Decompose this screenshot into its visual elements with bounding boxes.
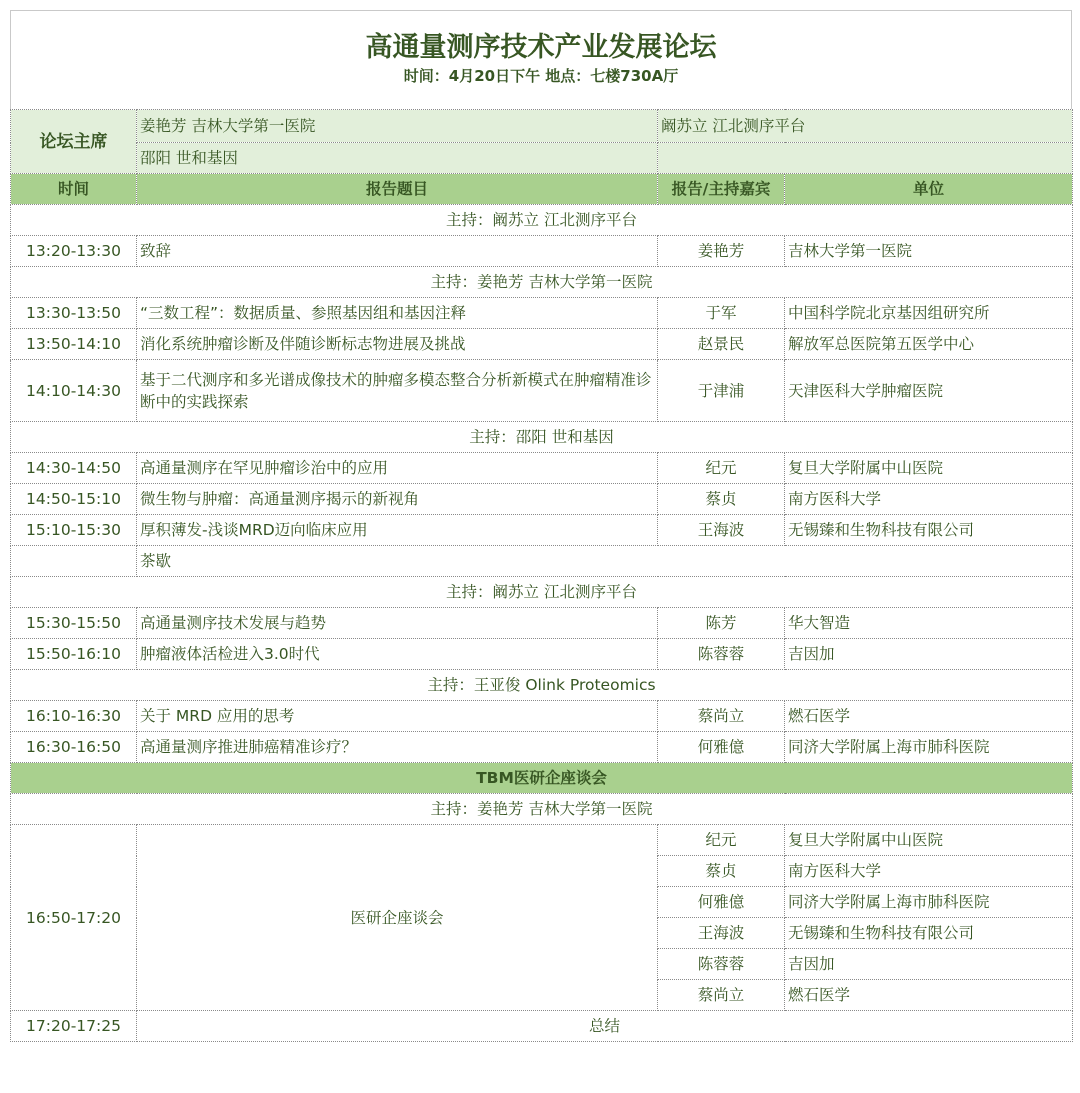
chair-cell-empty (658, 143, 1073, 174)
talk-row (11, 329, 1073, 360)
talk-time (11, 546, 137, 577)
agenda-table (10, 109, 1073, 1042)
talk-time: 13:50-14:10 (11, 329, 137, 360)
section-title: TBM医研企座谈会 (11, 763, 1073, 794)
host-line: 主持：阚苏立 江北测序平台 (11, 577, 1073, 608)
panel-speaker: 王海波 (658, 918, 785, 949)
panel-org: 吉因加 (785, 949, 1073, 980)
panel-topic: 医研企座谈会 (137, 825, 658, 1011)
talk-time: 14:10-14:30 (11, 360, 137, 422)
panel-org: 同济大学附属上海市肺科医院 (785, 887, 1073, 918)
talk-topic: 基于二代测序和多光谱成像技术的肿瘤多模态整合分析新模式在肿瘤精准诊断中的实践探索 (137, 360, 658, 422)
panel-speaker: 陈蓉蓉 (658, 949, 785, 980)
header-speaker: 报告/主持嘉宾 (658, 174, 785, 205)
talk-row (11, 608, 1073, 639)
closing-row (11, 1011, 1073, 1042)
talk-org: 天津医科大学肿瘤医院 (785, 360, 1073, 422)
forum-subtitle: 时间：4月20日下午 地点：七楼730A厅 (403, 67, 679, 85)
panel-time: 16:50-17:20 (11, 825, 137, 1011)
talk-time: 13:30-13:50 (11, 298, 137, 329)
talk-time: 15:50-16:10 (11, 639, 137, 670)
talk-row (11, 298, 1073, 329)
panel-org: 燃石医学 (785, 980, 1073, 1011)
talk-speaker: 陈蓉蓉 (658, 639, 785, 670)
talk-topic: 高通量测序在罕见肿瘤诊治中的应用 (137, 453, 658, 484)
talk-topic: 高通量测序技术发展与趋势 (137, 608, 658, 639)
host-row (11, 205, 1073, 236)
header-time: 时间 (11, 174, 137, 205)
chair-row-2 (11, 143, 1073, 174)
break-row (11, 546, 1073, 577)
talk-speaker (658, 546, 785, 577)
host-line: 主持：姜艳芳 吉林大学第一医院 (11, 794, 1073, 825)
host-row (11, 577, 1073, 608)
talk-row (11, 639, 1073, 670)
talk-topic: 关于 MRD 应用的思考 (137, 701, 658, 732)
talk-row (11, 732, 1073, 763)
talk-row (11, 515, 1073, 546)
talk-topic: 肿瘤液体活检进入3.0时代 (137, 639, 658, 670)
talk-time: 15:10-15:30 (11, 515, 137, 546)
panel-row (11, 825, 1073, 856)
host-row (11, 422, 1073, 453)
panel-speaker: 何雅億 (658, 887, 785, 918)
talk-topic: 致辞 (137, 236, 658, 267)
talk-topic: “三数工程”：数据质量、参照基因组和基因注释 (137, 298, 658, 329)
panel-org: 复旦大学附属中山医院 (785, 825, 1073, 856)
host-line: 主持：姜艳芳 吉林大学第一医院 (11, 267, 1073, 298)
closing-time: 17:20-17:25 (11, 1011, 137, 1042)
talk-time: 15:30-15:50 (11, 608, 137, 639)
talk-time: 14:50-15:10 (11, 484, 137, 515)
host-line: 主持：阚苏立 江北测序平台 (11, 205, 1073, 236)
talk-time: 13:20-13:30 (11, 236, 137, 267)
talk-speaker: 纪元 (658, 453, 785, 484)
talk-time: 14:30-14:50 (11, 453, 137, 484)
host-row (11, 670, 1073, 701)
agenda-sheet (10, 10, 1072, 1042)
talk-time: 16:10-16:30 (11, 701, 137, 732)
panel-speaker: 纪元 (658, 825, 785, 856)
section-row (11, 763, 1073, 794)
host-row (11, 267, 1073, 298)
talk-row (11, 701, 1073, 732)
talk-org: 中国科学院北京基因组研究所 (785, 298, 1073, 329)
talk-time: 16:30-16:50 (11, 732, 137, 763)
talk-speaker: 赵景民 (658, 329, 785, 360)
talk-org: 复旦大学附属中山医院 (785, 453, 1073, 484)
talk-speaker: 于津浦 (658, 360, 785, 422)
talk-speaker: 王海波 (658, 515, 785, 546)
panel-org: 南方医科大学 (785, 856, 1073, 887)
host-line: 主持：邵阳 世和基因 (11, 422, 1073, 453)
break-label: 茶歇 (137, 546, 658, 577)
talk-org: 解放军总医院第五医学中心 (785, 329, 1073, 360)
talk-topic: 微生物与肿瘤：高通量测序揭示的新视角 (137, 484, 658, 515)
host-row (11, 794, 1073, 825)
talk-row (11, 484, 1073, 515)
chair-cell: 阚苏立 江北测序平台 (658, 110, 1073, 143)
talk-row (11, 360, 1073, 422)
talk-speaker: 蔡贞 (658, 484, 785, 515)
panel-speaker: 蔡贞 (658, 856, 785, 887)
panel-speaker: 蔡尚立 (658, 980, 785, 1011)
talk-org (785, 546, 1073, 577)
closing-topic: 总结 (137, 1011, 1073, 1042)
forum-title: 高通量测序技术产业发展论坛 (365, 32, 717, 63)
panel-org: 无锡臻和生物科技有限公司 (785, 918, 1073, 949)
header-org: 单位 (785, 174, 1073, 205)
chair-label: 论坛主席 (11, 110, 137, 174)
title-block (10, 10, 1072, 109)
talk-speaker: 陈芳 (658, 608, 785, 639)
talk-org: 吉林大学第一医院 (785, 236, 1073, 267)
talk-org: 华大智造 (785, 608, 1073, 639)
talk-row (11, 236, 1073, 267)
talk-org: 吉因加 (785, 639, 1073, 670)
talk-org: 无锡臻和生物科技有限公司 (785, 515, 1073, 546)
talk-speaker: 何雅億 (658, 732, 785, 763)
host-line: 主持：王亚俊 Olink Proteomics (11, 670, 1073, 701)
chair-cell: 邵阳 世和基因 (137, 143, 658, 174)
header-topic: 报告题目 (137, 174, 658, 205)
talk-topic: 厚积薄发-浅谈MRD迈向临床应用 (137, 515, 658, 546)
talk-row (11, 453, 1073, 484)
talk-speaker: 姜艳芳 (658, 236, 785, 267)
talk-speaker: 于军 (658, 298, 785, 329)
talk-org: 燃石医学 (785, 701, 1073, 732)
talk-speaker: 蔡尚立 (658, 701, 785, 732)
chair-row-1 (11, 110, 1073, 143)
header-row (11, 174, 1073, 205)
talk-org: 同济大学附属上海市肺科医院 (785, 732, 1073, 763)
talk-topic: 消化系统肿瘤诊断及伴随诊断标志物进展及挑战 (137, 329, 658, 360)
talk-topic: 高通量测序推进肺癌精准诊疗？ (137, 732, 658, 763)
talk-org: 南方医科大学 (785, 484, 1073, 515)
chair-cell: 姜艳芳 吉林大学第一医院 (137, 110, 658, 143)
